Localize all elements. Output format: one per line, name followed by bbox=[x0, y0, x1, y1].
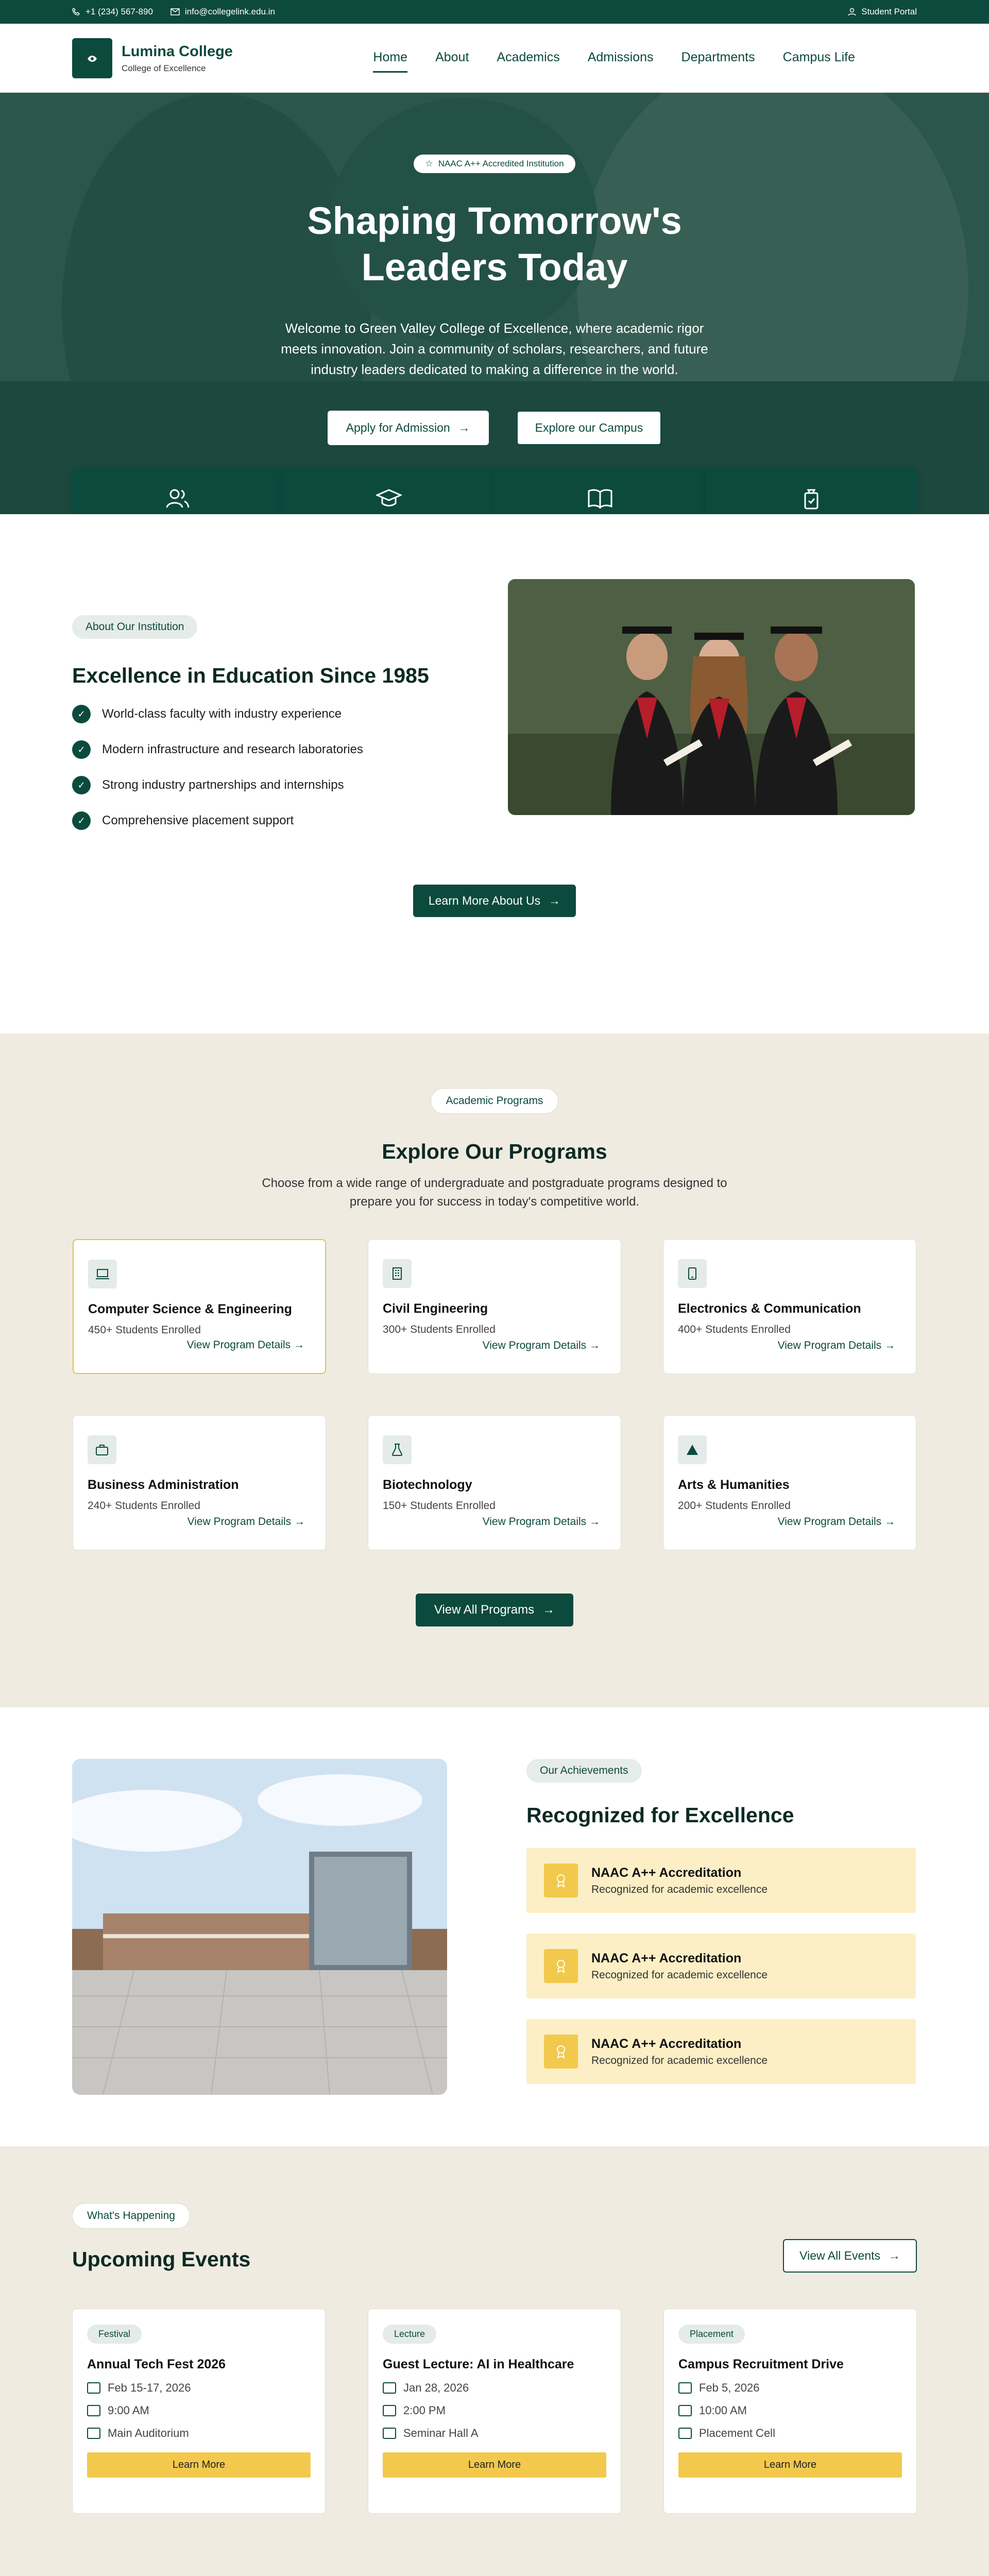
hero-title bbox=[0, 198, 989, 291]
event-location-text: Placement Cell bbox=[699, 2427, 775, 2439]
program-details-label: View Program Details bbox=[482, 1340, 587, 1351]
events-header bbox=[72, 2203, 917, 2273]
event-location bbox=[678, 2427, 902, 2440]
nav-departments[interactable]: Departments bbox=[681, 50, 755, 64]
program-details-label: View Program Details bbox=[482, 1516, 587, 1528]
clock-icon bbox=[87, 2405, 100, 2416]
event-title: Campus Recruitment Drive bbox=[678, 2357, 844, 2371]
nav-campus-life[interactable]: Campus Life bbox=[782, 50, 855, 64]
programs-section bbox=[0, 1033, 989, 1707]
about-pill: About Our Institution bbox=[72, 615, 197, 639]
award-icon bbox=[544, 1949, 578, 1983]
feature-text: Comprehensive placement support bbox=[102, 814, 294, 827]
program-details-label: View Program Details bbox=[777, 1340, 882, 1351]
event-location-text: Seminar Hall A bbox=[403, 2427, 479, 2439]
program-count: 400+ Students Enrolled bbox=[678, 1324, 791, 1335]
view-all-events-label: View All Events bbox=[799, 2249, 880, 2262]
arrow-right-icon: → bbox=[458, 421, 470, 435]
arrow-right-icon: → bbox=[589, 1340, 600, 1351]
feature-item bbox=[72, 740, 536, 759]
event-card bbox=[368, 2309, 621, 2514]
about-actions bbox=[72, 885, 917, 917]
hero-content bbox=[0, 155, 989, 445]
clock-icon bbox=[678, 2405, 692, 2416]
clock-icon bbox=[383, 2405, 396, 2416]
programs-subtitle: Choose from a wide range of undergraduate and postgraduate programs designed to prepare you for success in today's competitive world. bbox=[262, 1176, 727, 1209]
arrow-right-icon: → bbox=[884, 1516, 895, 1528]
book-icon bbox=[587, 488, 613, 509]
accreditation-badge bbox=[414, 155, 575, 173]
award-icon bbox=[544, 2035, 578, 2069]
achievements-content bbox=[526, 1759, 916, 2084]
phone-text: +1 (234) 567-890 bbox=[86, 7, 153, 16]
laptop-icon bbox=[88, 1260, 117, 1289]
location-icon bbox=[678, 2428, 692, 2439]
user-icon bbox=[848, 8, 856, 16]
achievements-section bbox=[0, 1707, 989, 2146]
view-all-programs-label: View All Programs bbox=[434, 1603, 535, 1617]
learn-more-about-label: Learn More About Us bbox=[428, 894, 541, 907]
programs-grid bbox=[0, 1239, 989, 1550]
feature-list bbox=[72, 705, 536, 830]
learn-more-about-button[interactable] bbox=[413, 885, 576, 917]
feature-item bbox=[72, 811, 536, 830]
calendar-icon bbox=[87, 2382, 100, 2394]
brand-tagline: College of Excellence bbox=[122, 63, 206, 73]
email-info[interactable] bbox=[170, 7, 275, 17]
program-name: Civil Engineering bbox=[383, 1301, 488, 1316]
events-title: Upcoming Events bbox=[72, 2247, 251, 2271]
device-icon bbox=[678, 1259, 707, 1288]
program-name: Biotechnology bbox=[383, 1478, 472, 1492]
email-text: info@collegelink.edu.in bbox=[184, 7, 275, 16]
brand-name: Lumina College bbox=[122, 43, 233, 60]
achievements-pill: Our Achievements bbox=[526, 1759, 642, 1783]
events-grid bbox=[72, 2309, 917, 2514]
event-date bbox=[87, 2381, 311, 2395]
hero-title-line-2: Leaders Today bbox=[361, 246, 628, 289]
arrow-right-icon: → bbox=[889, 2249, 900, 2262]
arrow-right-icon: → bbox=[884, 1340, 895, 1351]
hero-section bbox=[0, 93, 989, 514]
event-title: Annual Tech Fest 2026 bbox=[87, 2357, 226, 2371]
check-icon: ✓ bbox=[72, 776, 91, 794]
achievement-title: NAAC A++ Accreditation bbox=[591, 2036, 742, 2051]
about-text bbox=[72, 615, 536, 830]
program-details-link[interactable] bbox=[483, 1516, 600, 1528]
phone-icon bbox=[72, 8, 80, 16]
arrow-right-icon: → bbox=[294, 1339, 304, 1351]
program-name: Business Administration bbox=[88, 1478, 239, 1492]
programs-title: Explore Our Programs bbox=[382, 1140, 607, 1163]
program-details-link[interactable] bbox=[778, 1340, 895, 1352]
hero-actions bbox=[0, 411, 989, 445]
calendar-icon bbox=[383, 2382, 396, 2394]
event-title: Guest Lecture: AI in Healthcare bbox=[383, 2357, 574, 2371]
event-date-text: Feb 5, 2026 bbox=[699, 2381, 760, 2394]
location-icon bbox=[383, 2428, 396, 2439]
program-card[interactable] bbox=[663, 1415, 916, 1550]
learn-more-button[interactable]: Learn More bbox=[383, 2452, 606, 2478]
arrow-right-icon: → bbox=[589, 1516, 600, 1528]
achievement-text bbox=[591, 1866, 768, 1896]
program-count: 300+ Students Enrolled bbox=[383, 1324, 496, 1335]
program-card[interactable] bbox=[663, 1239, 916, 1374]
program-count: 450+ Students Enrolled bbox=[88, 1324, 201, 1336]
events-section bbox=[0, 2146, 989, 2576]
feature-text: Modern infrastructure and research laboratories bbox=[102, 742, 363, 756]
program-details-label: View Program Details bbox=[187, 1516, 292, 1528]
briefcase-icon bbox=[88, 1435, 116, 1464]
event-time bbox=[678, 2404, 902, 2417]
check-icon: ✓ bbox=[72, 705, 91, 723]
event-location bbox=[383, 2427, 606, 2440]
learn-more-button[interactable]: Learn More bbox=[87, 2452, 311, 2478]
achievement-card bbox=[526, 2019, 916, 2084]
achievement-title: NAAC A++ Accreditation bbox=[591, 1865, 742, 1880]
arrow-right-icon: → bbox=[549, 894, 561, 907]
program-details-link[interactable] bbox=[483, 1340, 600, 1352]
program-name: Arts & Humanities bbox=[678, 1478, 790, 1492]
nav-home[interactable]: Home bbox=[373, 44, 407, 73]
palette-icon bbox=[678, 1435, 707, 1464]
program-details-link[interactable] bbox=[187, 1339, 304, 1351]
event-time-text: 10:00 AM bbox=[699, 2404, 747, 2417]
event-tag: Festival bbox=[87, 2325, 142, 2344]
event-tag: Placement bbox=[678, 2325, 745, 2344]
check-icon: ✓ bbox=[72, 811, 91, 830]
program-count: 150+ Students Enrolled bbox=[383, 1500, 496, 1512]
program-details-label: View Program Details bbox=[777, 1516, 882, 1528]
program-card[interactable] bbox=[368, 1239, 621, 1374]
logo[interactable] bbox=[72, 38, 112, 78]
explore-campus-button[interactable]: Explore our Campus bbox=[517, 411, 662, 445]
award-icon bbox=[544, 1863, 578, 1897]
event-tag: Lecture bbox=[383, 2325, 436, 2344]
program-card[interactable] bbox=[73, 1415, 326, 1550]
hero-description: Welcome to Green Valley College of Excellence, where academic rigor meets innovation. Join a community of scholars, researchers, and future industry leaders dedicated to making a difference in the world. bbox=[281, 320, 708, 378]
nav-academics[interactable]: Academics bbox=[497, 50, 560, 64]
events-pill: What's Happening bbox=[72, 2203, 190, 2229]
program-details-label: View Program Details bbox=[186, 1339, 291, 1351]
event-card bbox=[663, 2309, 917, 2514]
program-details-link[interactable] bbox=[187, 1516, 305, 1528]
leaf-icon bbox=[84, 50, 100, 66]
graduates-image bbox=[508, 579, 915, 815]
learn-more-button[interactable]: Learn More bbox=[678, 2452, 902, 2478]
event-location bbox=[87, 2427, 311, 2440]
top-bar bbox=[0, 0, 989, 24]
users-icon bbox=[166, 488, 190, 509]
achievement-subtitle: Recognized for academic excellence bbox=[591, 1883, 768, 1895]
nav-menu bbox=[345, 44, 855, 73]
programs-pill: Academic Programs bbox=[431, 1088, 558, 1114]
award-icon bbox=[801, 488, 822, 511]
main-navigation bbox=[0, 24, 989, 93]
student-portal-link[interactable] bbox=[848, 7, 917, 17]
event-date-text: Feb 15-17, 2026 bbox=[108, 2381, 191, 2394]
flask-icon bbox=[383, 1435, 412, 1464]
achievements-title: Recognized for Excellence bbox=[526, 1803, 794, 1827]
phone-info[interactable] bbox=[72, 7, 153, 17]
feature-item bbox=[72, 705, 536, 723]
accreditation-text: NAAC A++ Accredited Institution bbox=[438, 159, 564, 168]
calendar-icon bbox=[678, 2382, 692, 2394]
feature-item bbox=[72, 776, 536, 794]
achievement-text bbox=[591, 1951, 768, 1981]
event-time-text: 2:00 PM bbox=[403, 2404, 446, 2417]
hero-title-line-1: Shaping Tomorrow's bbox=[307, 199, 682, 242]
event-location-text: Main Auditorium bbox=[108, 2427, 189, 2439]
achievement-text bbox=[591, 2037, 768, 2067]
achievement-card bbox=[526, 1848, 916, 1913]
events-heading bbox=[72, 2203, 250, 2272]
location-icon bbox=[87, 2428, 100, 2439]
view-all-events-button[interactable] bbox=[783, 2239, 917, 2273]
event-date bbox=[383, 2381, 606, 2395]
view-all-programs-button[interactable] bbox=[416, 1594, 573, 1626]
achievement-subtitle: Recognized for academic excellence bbox=[591, 2054, 768, 2066]
program-card[interactable] bbox=[73, 1239, 326, 1374]
mail-icon bbox=[170, 8, 180, 15]
arrow-right-icon: → bbox=[294, 1516, 305, 1528]
program-card[interactable] bbox=[368, 1415, 621, 1550]
program-count: 200+ Students Enrolled bbox=[678, 1500, 791, 1512]
program-count: 240+ Students Enrolled bbox=[88, 1500, 200, 1512]
achievement-card bbox=[526, 1934, 916, 1998]
about-section bbox=[0, 514, 989, 1033]
achievement-title: NAAC A++ Accreditation bbox=[591, 1951, 742, 1965]
apply-admission-label: Apply for Admission bbox=[346, 421, 450, 435]
nav-about[interactable]: About bbox=[435, 50, 469, 64]
feature-text: Strong industry partnerships and internships bbox=[102, 778, 344, 792]
program-name: Electronics & Communication bbox=[678, 1301, 861, 1316]
event-date-text: Jan 28, 2026 bbox=[403, 2381, 469, 2394]
event-time bbox=[87, 2404, 311, 2417]
event-card bbox=[72, 2309, 326, 2514]
nav-admissions[interactable]: Admissions bbox=[587, 50, 654, 64]
brand bbox=[122, 43, 233, 74]
feature-text: World-class faculty with industry experience bbox=[102, 707, 342, 721]
about-title: Excellence in Education Since 1985 bbox=[72, 664, 429, 687]
event-time-text: 9:00 AM bbox=[108, 2404, 149, 2417]
star-icon: ☆ bbox=[425, 159, 433, 168]
building-icon bbox=[383, 1259, 412, 1288]
achievement-subtitle: Recognized for academic excellence bbox=[591, 1969, 768, 1981]
campus-building-image bbox=[72, 1759, 447, 2095]
apply-admission-button[interactable] bbox=[328, 411, 489, 445]
arrow-right-icon: → bbox=[542, 1603, 555, 1617]
check-icon: ✓ bbox=[72, 740, 91, 759]
event-date bbox=[678, 2381, 902, 2395]
student-portal-label: Student Portal bbox=[861, 7, 917, 16]
program-name: Computer Science & Engineering bbox=[88, 1302, 292, 1316]
event-time bbox=[383, 2404, 606, 2417]
graduation-cap-icon bbox=[376, 488, 402, 509]
program-details-link[interactable] bbox=[778, 1516, 895, 1528]
